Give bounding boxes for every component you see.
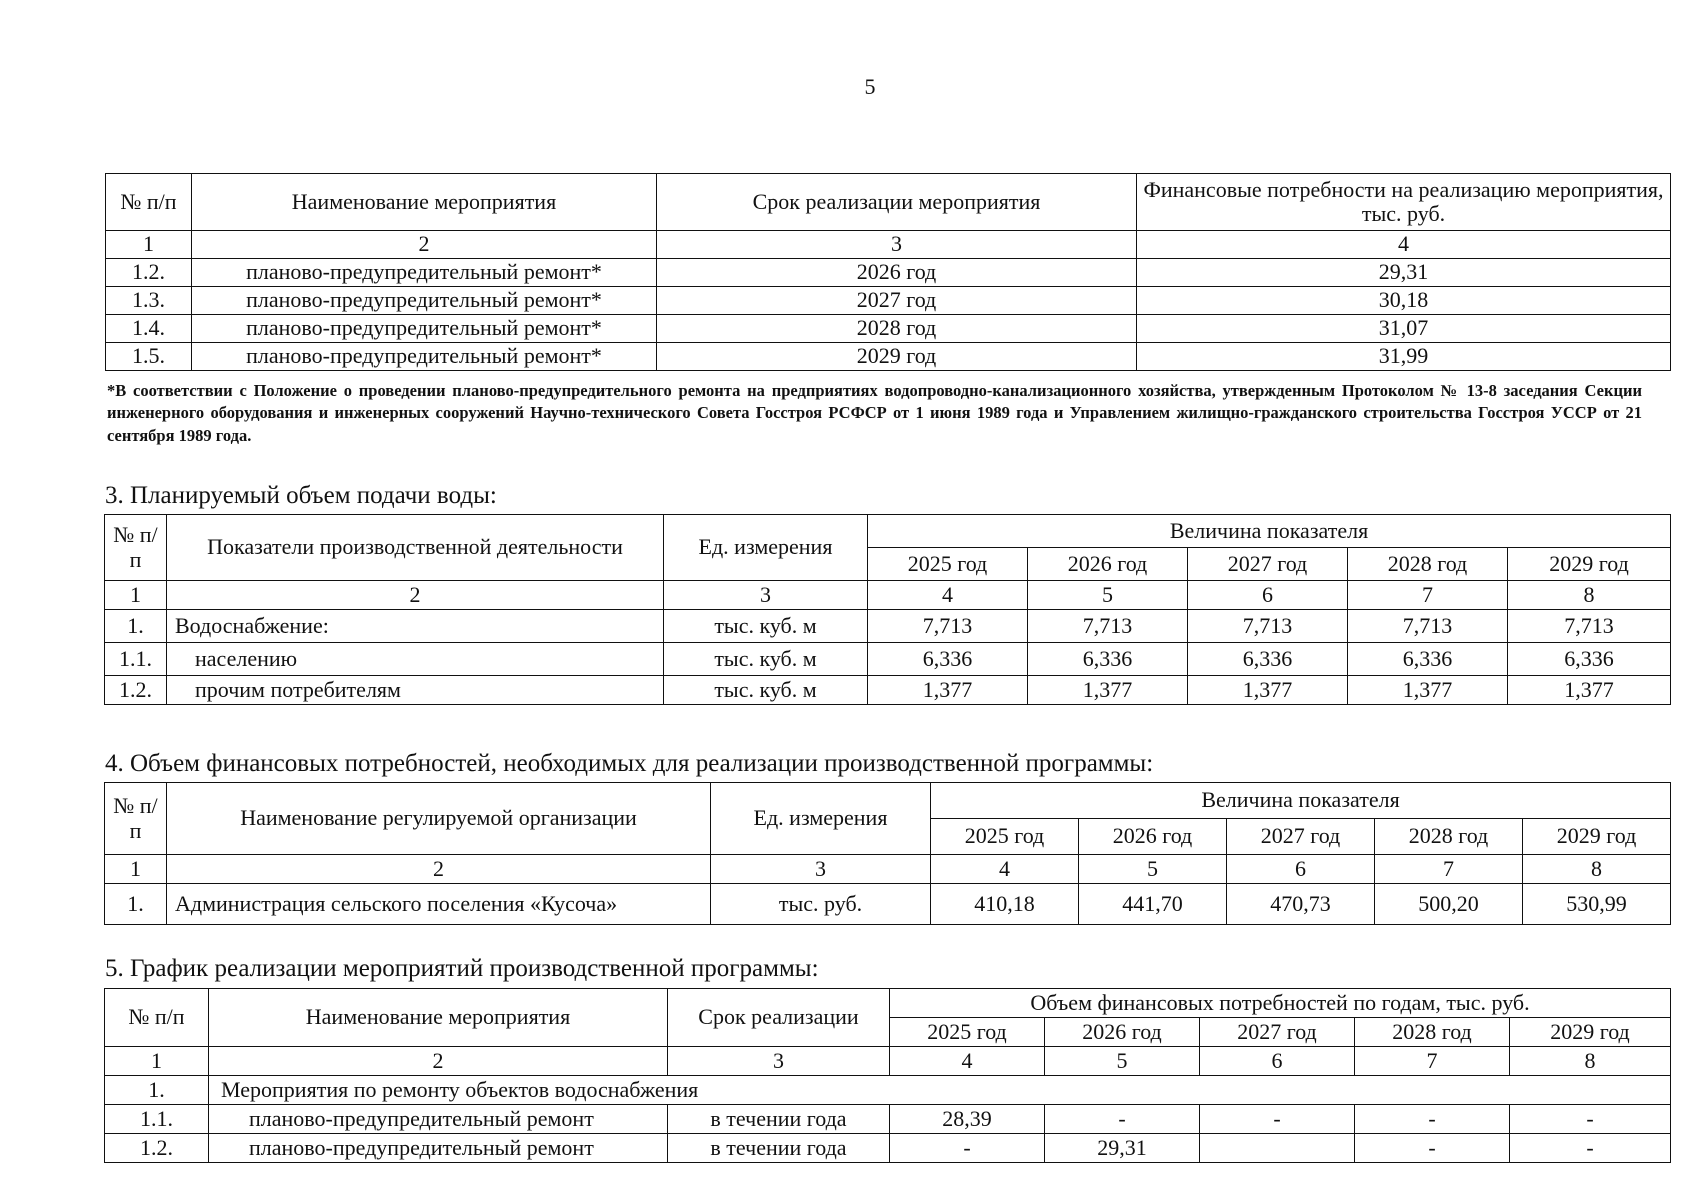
table-index-row (105, 855, 1671, 884)
table-row (105, 1105, 1671, 1134)
row-value: 6,336 (1188, 643, 1348, 676)
row-value: - (1355, 1134, 1510, 1163)
row-value: 7,713 (868, 610, 1028, 643)
row-num: 1. (105, 1076, 209, 1105)
table-header-row (106, 174, 1671, 231)
row-value: 7,713 (1028, 610, 1188, 643)
row-term: 2029 год (657, 343, 1137, 371)
implementation-schedule-table (104, 988, 1671, 1163)
index-cell: 5 (1028, 581, 1188, 610)
header-value: Величина показателя (868, 515, 1671, 548)
row-value: 441,70 (1079, 884, 1227, 925)
index-cell: 6 (1227, 855, 1375, 884)
table-row (105, 676, 1671, 705)
index-cell: 5 (1045, 1047, 1200, 1076)
row-num: 1.1. (105, 1105, 209, 1134)
index-cell: 4 (890, 1047, 1045, 1076)
header-measure-name: Наименование мероприятия (209, 989, 668, 1047)
row-num: 1.5. (106, 343, 192, 371)
header-value: Величина показателя (931, 783, 1671, 819)
row-value: 6,336 (1028, 643, 1188, 676)
row-value: 7,713 (1188, 610, 1348, 643)
row-indicator: населению (167, 643, 664, 676)
header-year: 2026 год (1079, 819, 1227, 855)
water-supply-volume-table (104, 514, 1671, 705)
table-row (106, 259, 1671, 287)
row-num: 1.4. (106, 315, 192, 343)
header-year: 2025 год (868, 548, 1028, 581)
row-term: 2027 год (657, 287, 1137, 315)
row-unit: тыс. куб. м (664, 610, 868, 643)
index-cell: 3 (657, 231, 1137, 259)
index-cell: 2 (209, 1047, 668, 1076)
table-header-row (105, 783, 1671, 819)
table-row (106, 343, 1671, 371)
row-amount: 31,07 (1137, 315, 1671, 343)
row-value: 1,377 (1348, 676, 1508, 705)
header-unit: Ед. измерения (664, 515, 868, 581)
row-measure: планово-предупредительный ремонт* (192, 343, 657, 371)
row-term: 2028 год (657, 315, 1137, 343)
row-num: 1.2. (105, 676, 167, 705)
row-value: - (1510, 1134, 1671, 1163)
header-num: № п/п (105, 783, 167, 855)
index-cell: 8 (1510, 1047, 1671, 1076)
row-value: 410,18 (931, 884, 1079, 925)
header-num: № п/п (106, 174, 192, 231)
row-unit: тыс. куб. м (664, 676, 868, 705)
table-row (105, 610, 1671, 643)
table-row (106, 315, 1671, 343)
row-value: 7,713 (1508, 610, 1671, 643)
header-financial-needs: Финансовые потребности на реализацию мероприятия, тыс. руб. (1137, 174, 1671, 231)
index-cell: 4 (868, 581, 1028, 610)
index-cell: 6 (1188, 581, 1348, 610)
index-cell: 3 (664, 581, 868, 610)
row-measure: планово-предупредительный ремонт (209, 1105, 668, 1134)
index-cell: 5 (1079, 855, 1227, 884)
header-indicators: Показатели производственной деятельности (167, 515, 664, 581)
row-value: 29,31 (1045, 1134, 1200, 1163)
section-5-title: 5. График реализации мероприятий производственной программы: (105, 955, 819, 982)
row-value: 530,99 (1523, 884, 1671, 925)
section-3-title: 3. Планируемый объем подачи воды: (105, 482, 497, 509)
header-year: 2027 год (1200, 1018, 1355, 1047)
table-row (105, 1134, 1671, 1163)
financial-needs-table (104, 782, 1671, 925)
header-year: 2029 год (1508, 548, 1671, 581)
row-amount: 31,99 (1137, 343, 1671, 371)
header-year: 2028 год (1355, 1018, 1510, 1047)
row-value: 1,377 (1028, 676, 1188, 705)
table-row (105, 643, 1671, 676)
table-header-row (105, 515, 1671, 548)
row-term: в течении года (668, 1105, 890, 1134)
index-cell: 4 (931, 855, 1079, 884)
row-value (1200, 1134, 1355, 1163)
row-value: 6,336 (1348, 643, 1508, 676)
row-value: - (1045, 1105, 1200, 1134)
row-value: 470,73 (1227, 884, 1375, 925)
header-num: № п/п (105, 515, 167, 581)
index-cell: 1 (105, 855, 167, 884)
index-cell: 2 (167, 581, 664, 610)
header-year: 2029 год (1523, 819, 1671, 855)
group-title: Мероприятия по ремонту объектов водоснабжения (209, 1076, 1671, 1105)
page-number: 5 (864, 74, 876, 99)
row-num: 1. (105, 884, 167, 925)
header-year: 2027 год (1227, 819, 1375, 855)
row-value: 6,336 (868, 643, 1028, 676)
header-volume: Объем финансовых потребностей по годам, тыс. руб. (890, 989, 1671, 1018)
header-year: 2029 год (1510, 1018, 1671, 1047)
index-cell: 6 (1200, 1047, 1355, 1076)
header-unit: Ед. измерения (711, 783, 931, 855)
header-term: Срок реализации мероприятия (657, 174, 1137, 231)
table-index-row (105, 581, 1671, 610)
row-num: 1.1. (105, 643, 167, 676)
index-cell: 7 (1348, 581, 1508, 610)
section-4-title: 4. Объем финансовых потребностей, необходимых для реализации производственной программы: (105, 750, 1154, 777)
row-value: - (1200, 1105, 1355, 1134)
index-cell: 1 (105, 581, 167, 610)
row-organization: Администрация сельского поселения «Кусоча» (167, 884, 711, 925)
row-num: 1.2. (105, 1134, 209, 1163)
header-year: 2028 год (1348, 548, 1508, 581)
row-measure: планово-предупредительный ремонт (209, 1134, 668, 1163)
row-value: 1,377 (1508, 676, 1671, 705)
row-num: 1. (105, 610, 167, 643)
measures-continuation-table (105, 173, 1671, 371)
row-value: - (890, 1134, 1045, 1163)
row-unit: тыс. куб. м (664, 643, 868, 676)
row-value: 6,336 (1508, 643, 1671, 676)
row-amount: 29,31 (1137, 259, 1671, 287)
index-cell: 3 (668, 1047, 890, 1076)
row-value: - (1510, 1105, 1671, 1134)
index-cell: 2 (192, 231, 657, 259)
row-value: - (1355, 1105, 1510, 1134)
header-year: 2026 год (1045, 1018, 1200, 1047)
table-index-row (105, 1047, 1671, 1076)
row-value: 1,377 (1188, 676, 1348, 705)
header-term: Срок реализации (668, 989, 890, 1047)
row-measure: планово-предупредительный ремонт* (192, 259, 657, 287)
header-num: № п/п (105, 989, 209, 1047)
index-cell: 1 (106, 231, 192, 259)
header-measure-name: Наименование мероприятия (192, 174, 657, 231)
row-num: 1.3. (106, 287, 192, 315)
table-row (105, 884, 1671, 925)
header-year: 2025 год (890, 1018, 1045, 1047)
index-cell: 8 (1508, 581, 1671, 610)
row-amount: 30,18 (1137, 287, 1671, 315)
table-header-row (105, 989, 1671, 1018)
row-num: 1.2. (106, 259, 192, 287)
row-indicator: прочим потребителям (167, 676, 664, 705)
row-term: 2026 год (657, 259, 1137, 287)
row-term: в течении года (668, 1134, 890, 1163)
row-value: 28,39 (890, 1105, 1045, 1134)
index-cell: 8 (1523, 855, 1671, 884)
index-cell: 2 (167, 855, 711, 884)
index-cell: 4 (1137, 231, 1671, 259)
header-year: 2027 год (1188, 548, 1348, 581)
index-cell: 7 (1355, 1047, 1510, 1076)
row-value: 1,377 (868, 676, 1028, 705)
table-row (106, 287, 1671, 315)
row-value: 500,20 (1375, 884, 1523, 925)
header-year: 2025 год (931, 819, 1079, 855)
row-unit: тыс. руб. (711, 884, 931, 925)
row-indicator: Водоснабжение: (167, 610, 664, 643)
table-group-row (105, 1076, 1671, 1105)
row-value: 7,713 (1348, 610, 1508, 643)
header-year: 2026 год (1028, 548, 1188, 581)
index-cell: 7 (1375, 855, 1523, 884)
index-cell: 3 (711, 855, 931, 884)
header-org: Наименование регулируемой организации (167, 783, 711, 855)
index-cell: 1 (105, 1047, 209, 1076)
row-measure: планово-предупредительный ремонт* (192, 315, 657, 343)
table-index-row (106, 231, 1671, 259)
header-year: 2028 год (1375, 819, 1523, 855)
footnote: *В соответствии с Положение о проведении планово-предупредительного ремонта на предприятиях водопроводно-канализационного хозяйства, утвержденным Протоколом № 13-8 заседания Секции инженерного оборудования и инженерных сооружений Научно-технического Совета Госстроя РСФСР от 1 июня 1989 года и Управлением жилищно-гражданского строительства Госстроя УССР от 21 сентября 1989 года. (107, 381, 1642, 445)
row-measure: планово-предупредительный ремонт* (192, 287, 657, 315)
